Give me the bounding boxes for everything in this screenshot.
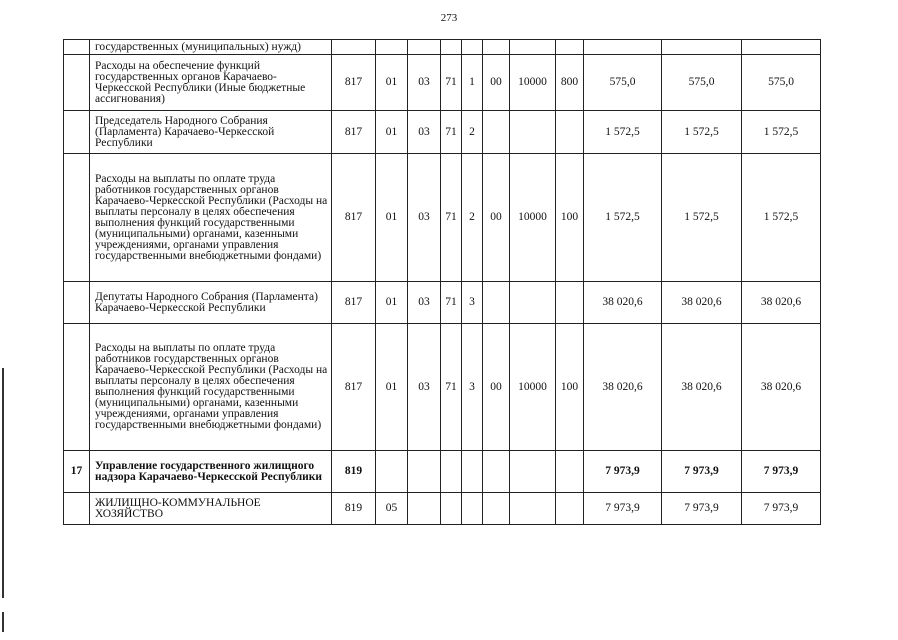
subprogram-code: 2 bbox=[462, 154, 483, 282]
amount-year-1: 7 973,9 bbox=[584, 493, 662, 525]
row-name: Расходы на обеспечение функций государственных органов Карачаево-Черкесской Республики (Иные бюджетные ассигнования) bbox=[90, 55, 332, 111]
expense-type-code: 100 bbox=[556, 154, 584, 282]
row-name: Расходы на выплаты по оплате труда работников государственных органов Карачаево-Черкесской Республики (Расходы на выплаты персоналу в целях обеспечения выполнения функций государственными (муниципальными) органами, казенными учреждениями, органами управления государственными внебюджетными фондами) bbox=[90, 324, 332, 451]
amount-year-3: 7 973,9 bbox=[742, 451, 821, 493]
amount-year-3: 1 572,5 bbox=[742, 154, 821, 282]
subsection-code bbox=[408, 493, 441, 525]
row-name: Управление государственного жилищного надзора Карачаево-Черкесской Республики bbox=[90, 451, 332, 493]
section-code: 01 bbox=[376, 111, 408, 154]
subprogram-code: 1 bbox=[462, 55, 483, 111]
subprogram-code: 2 bbox=[462, 111, 483, 154]
activity-code bbox=[483, 493, 510, 525]
amount-year-2: 7 973,9 bbox=[662, 451, 742, 493]
amount-year-1: 575,0 bbox=[584, 55, 662, 111]
expense-type-code bbox=[556, 451, 584, 493]
subprogram-code bbox=[462, 493, 483, 525]
table-row bbox=[64, 493, 821, 525]
budget-table bbox=[63, 39, 821, 525]
row-number bbox=[64, 111, 90, 154]
amount-year-1: 38 020,6 bbox=[584, 282, 662, 324]
subsection-code bbox=[408, 40, 441, 55]
program-code: 71 bbox=[441, 154, 462, 282]
activity-code bbox=[483, 111, 510, 154]
table-row bbox=[64, 451, 821, 493]
ministry-code: 819 bbox=[332, 451, 376, 493]
direction-code: 10000 bbox=[510, 324, 556, 451]
row-name: ЖИЛИЩНО-КОММУНАЛЬНОЕ ХОЗЯЙСТВО bbox=[90, 493, 332, 525]
expense-type-code: 800 bbox=[556, 55, 584, 111]
subsection-code: 03 bbox=[408, 111, 441, 154]
section-code bbox=[376, 40, 408, 55]
activity-code: 00 bbox=[483, 55, 510, 111]
section-code bbox=[376, 451, 408, 493]
amount-year-1: 7 973,9 bbox=[584, 451, 662, 493]
program-code: 71 bbox=[441, 111, 462, 154]
direction-code bbox=[510, 40, 556, 55]
subprogram-code: 3 bbox=[462, 282, 483, 324]
amount-year-2: 1 572,5 bbox=[662, 154, 742, 282]
table-row bbox=[64, 324, 821, 451]
amount-year-3 bbox=[742, 40, 821, 55]
program-code bbox=[441, 493, 462, 525]
expense-type-code: 100 bbox=[556, 324, 584, 451]
subsection-code: 03 bbox=[408, 154, 441, 282]
ministry-code: 819 bbox=[332, 493, 376, 525]
ministry-code: 817 bbox=[332, 282, 376, 324]
table-row bbox=[64, 111, 821, 154]
amount-year-2 bbox=[662, 40, 742, 55]
program-code: 71 bbox=[441, 324, 462, 451]
direction-code bbox=[510, 493, 556, 525]
direction-code bbox=[510, 282, 556, 324]
expense-type-code bbox=[556, 111, 584, 154]
activity-code bbox=[483, 40, 510, 55]
row-number bbox=[64, 40, 90, 55]
section-code: 05 bbox=[376, 493, 408, 525]
subprogram-code bbox=[462, 451, 483, 493]
amount-year-3: 38 020,6 bbox=[742, 324, 821, 451]
subsection-code: 03 bbox=[408, 55, 441, 111]
amount-year-1: 38 020,6 bbox=[584, 324, 662, 451]
activity-code: 00 bbox=[483, 324, 510, 451]
table-row bbox=[64, 282, 821, 324]
page-number: 273 bbox=[440, 12, 458, 24]
row-name: Председатель Народного Собрания (Парламента) Карачаево-Черкесской Республики bbox=[90, 111, 332, 154]
activity-code bbox=[483, 451, 510, 493]
ministry-code: 817 bbox=[332, 154, 376, 282]
activity-code: 00 bbox=[483, 154, 510, 282]
expense-type-code bbox=[556, 282, 584, 324]
activity-code bbox=[483, 282, 510, 324]
amount-year-2: 7 973,9 bbox=[662, 493, 742, 525]
table-row bbox=[64, 154, 821, 282]
table-row bbox=[64, 55, 821, 111]
subprogram-code bbox=[462, 40, 483, 55]
direction-code bbox=[510, 111, 556, 154]
direction-code bbox=[510, 451, 556, 493]
row-number: 17 bbox=[64, 451, 90, 493]
row-name: Расходы на выплаты по оплате труда работников государственных органов Карачаево-Черкесской Республики (Расходы на выплаты персоналу в целях обеспечения выполнения функций государственными (муниципальными) органами, казенными учреждениями, органами управления государственными внебюджетными фондами) bbox=[90, 154, 332, 282]
program-code: 71 bbox=[441, 55, 462, 111]
amount-year-1: 1 572,5 bbox=[584, 111, 662, 154]
row-number bbox=[64, 324, 90, 451]
row-name: государственных (муниципальных) нужд) bbox=[90, 40, 332, 55]
amount-year-2: 575,0 bbox=[662, 55, 742, 111]
subsection-code bbox=[408, 451, 441, 493]
row-name: Депутаты Народного Собрания (Парламента) Карачаево-Черкесской Республики bbox=[90, 282, 332, 324]
section-code: 01 bbox=[376, 55, 408, 111]
ministry-code bbox=[332, 40, 376, 55]
direction-code: 10000 bbox=[510, 55, 556, 111]
amount-year-1 bbox=[584, 40, 662, 55]
amount-year-1: 1 572,5 bbox=[584, 154, 662, 282]
section-code: 01 bbox=[376, 154, 408, 282]
program-code bbox=[441, 451, 462, 493]
program-code: 71 bbox=[441, 282, 462, 324]
ministry-code: 817 bbox=[332, 111, 376, 154]
section-code: 01 bbox=[376, 324, 408, 451]
direction-code: 10000 bbox=[510, 154, 556, 282]
ministry-code: 817 bbox=[332, 324, 376, 451]
amount-year-2: 38 020,6 bbox=[662, 282, 742, 324]
subprogram-code: 3 bbox=[462, 324, 483, 451]
amount-year-3: 575,0 bbox=[742, 55, 821, 111]
scan-edge-mark bbox=[2, 368, 4, 598]
expense-type-code bbox=[556, 493, 584, 525]
row-number bbox=[64, 55, 90, 111]
amount-year-3: 7 973,9 bbox=[742, 493, 821, 525]
section-code: 01 bbox=[376, 282, 408, 324]
table-row bbox=[64, 40, 821, 55]
ministry-code: 817 bbox=[332, 55, 376, 111]
row-number bbox=[64, 282, 90, 324]
subsection-code: 03 bbox=[408, 324, 441, 451]
amount-year-2: 38 020,6 bbox=[662, 324, 742, 451]
row-number bbox=[64, 493, 90, 525]
amount-year-2: 1 572,5 bbox=[662, 111, 742, 154]
amount-year-3: 38 020,6 bbox=[742, 282, 821, 324]
scan-edge-mark-lower bbox=[2, 612, 4, 632]
amount-year-3: 1 572,5 bbox=[742, 111, 821, 154]
expense-type-code bbox=[556, 40, 584, 55]
subsection-code: 03 bbox=[408, 282, 441, 324]
row-number bbox=[64, 154, 90, 282]
program-code bbox=[441, 40, 462, 55]
